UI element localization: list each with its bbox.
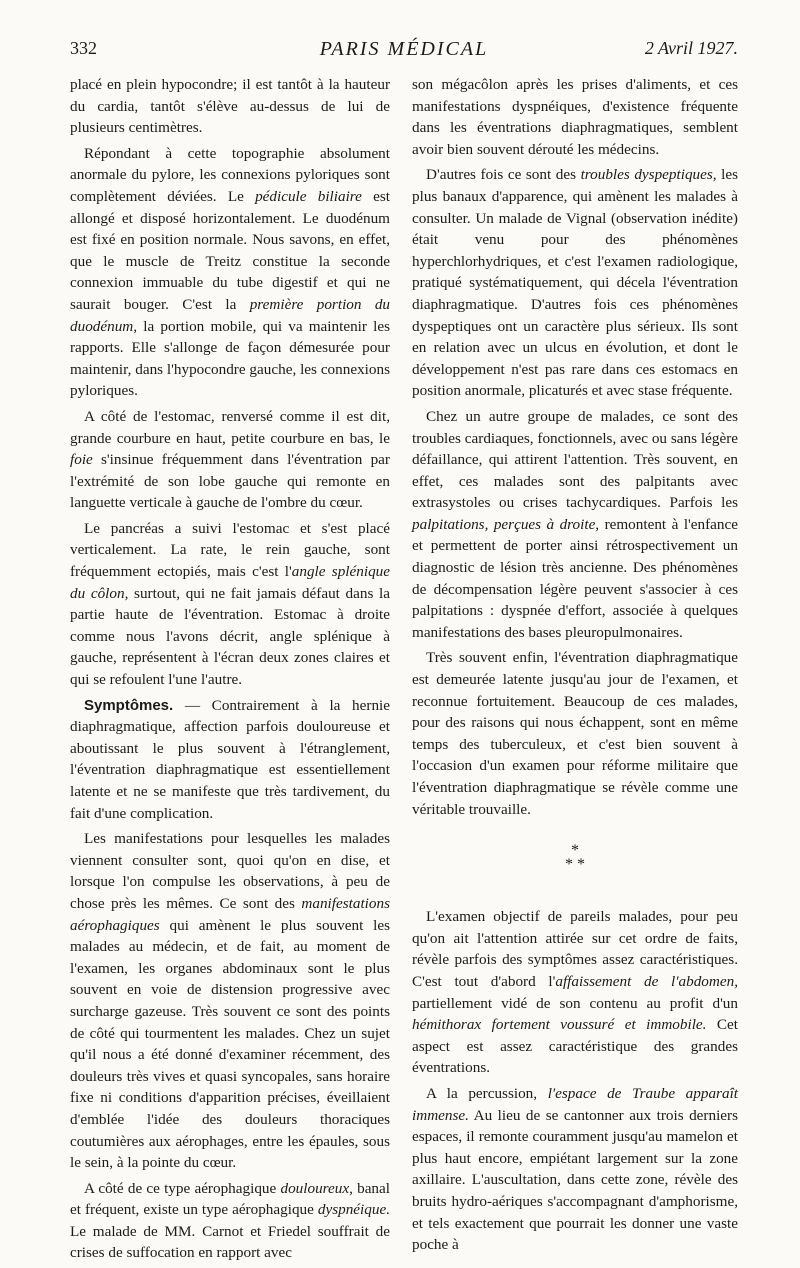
section-heading: Symptômes.	[84, 696, 174, 714]
paragraph: Chez un autre groupe de malades, ce sont des troubles cardiaques, fonctionnels, avec ou sans légère défaillance, qui attirent l'attention. Très souvent, en effet, ces malades sont des palpitants avec extrasystoles ou crises tachycardiques. Parfois les palpitations, perçues à droite, remontent à l'enfance et permettent de porter ainsi rétrospectivement un diagnostic de lésion très ancienne. Des phénomènes de décompensation légère peuvent s'associer à ces palpitations : dyspnée d'effort, associée à quelques manifestations des bases pleuropulmonaires.	[412, 407, 738, 641]
paragraph: placé en plein hypocondre; il est tantôt à la hauteur du cardia, tantôt s'élève au-dessus de lui de plusieurs centimètres.	[70, 76, 390, 137]
issue-date: 2 Avril 1927.	[644, 38, 738, 58]
running-header	[70, 38, 738, 66]
paragraph: Les manifestations pour lesquelles les malades viennent consulter sont, quoi qu'on en dise, et lorsque l'on compulse les observations, à peu de chose près les mêmes. Ce sont des manifestations aérophagiques qui amènent le plus souvent les malades au médecin, et de fait, au moment de l'examen, les organes abdominaux sont le plus souvent en voie de distension progressive avec surcharge gazeuse. Très souvent ce sont des points de côté qui tourmentent les malades. Chez un sujet qu'il nous a été donné d'examiner récemment, des douleurs très vives et quasi syncopales, sans horaire fixe ni conditions d'apparition précises, éveillaient d'emblée l'idée des douleurs thoraciques coutumières aux aérophages, entre les épaules, sous le sein, à la pointe du cœur.	[70, 830, 390, 1172]
paragraph: Le pancréas a suivi l'estomac et s'est placé verticalement. La rate, le rein gauche, sont fréquemment ectopiés, mais c'est l'angle splénique du côlon, surtout, qui ne fait jamais défaut dans la partie haute de l'éventration. Estomac à droite comme nous l'avons décrit, angle splénique à gauche, représentent à l'écran deux zones claires et qui se refoulent l'une l'autre.	[70, 519, 391, 689]
section-separator-asterism: * * *	[565, 842, 585, 874]
paragraph: A la percussion, l'espace de Traube apparaît immense. Au lieu de se cantonner aux trois derniers espaces, il remonte couramment jusqu'au mamelon et plus haut encore, empiétant largement sur la zone axillaire. L'auscultation, dans cette zone, révèle des bruits hydro-aériques s'accompagnant d'amphorisme, et tels exactement que pourrait les donner une vaste poche à	[412, 1084, 739, 1254]
left-column	[70, 74, 390, 1268]
paragraph: D'autres fois ce sont des troubles dyspeptiques, les plus banaux d'apparence, qui amènent les malades à consulter. Un malade de Vignal (observation inédite) était venu pour des phénomènes hyperchlorhydriques, et c'est l'examen radiologique, pratiqué systématiquement, qui décela l'éventration diaphragmatique. D'autres fois ces phénomènes dyspeptiques ont un caractère plus sérieux. Ils sont en relation avec un ulcus en évolution, et dont le développement n'est pas rare dans ces estomacs en position anormale, plicaturés et avec stase fréquente.	[412, 166, 739, 400]
paragraph: Répondant à cette topographie absolument anormale du pylore, les connexions pyloriques sont complètement déviées. Le pédicule biliaire est allongé et disposé horizontalement. Le duodénum est fixé en position normale. Nous savons, en effet, que le muscle de Treitz constitue la seconde connexion immuable du tube digestif et qui ne saurait bouger. C'est la première portion du duodénum, la portion mobile, qui va maintenir les rapports. Elle s'allonge de façon démesurée pour maintenir, dans l'hypocondre gauche, les connexions pyloriques.	[70, 144, 391, 400]
page-number: 332	[70, 38, 97, 58]
paragraph: Très souvent enfin, l'éventration diaphragmatique est demeurée latente jusqu'au jour de l'examen, et reconnue fortuitement. Beaucoup de ces malades, pour des raisons qui nous échappent, sont en même temps des tuberculeux, et c'est bien souvent à l'occasion d'un examen pour réforme militaire que l'éventration diaphragmatique se révèle comme une véritable trouvaille.	[412, 649, 738, 818]
right-column	[412, 74, 738, 1260]
section-paragraph-symptomes: Symptômes. — Contrairement à la hernie diaphragmatique, affection parfois douloureuse et aboutissant le plus souvent à l'étranglement, l'éventration diaphragmatique est essentiellement latente et ne se manifeste que très tardivement, du fait d'une complication.	[70, 696, 390, 822]
paragraph: A côté de l'estomac, renversé comme il est dit, grande courbure en haut, petite courbure en bas, le foie s'insinue fréquemment dans l'éventration par l'extrémité de son lobe gauche qui remonte en languette verticale à gauche de l'ombre du cœur.	[70, 407, 390, 512]
paragraph: son mégacôlon après les prises d'aliments, et ces manifestations dyspnéiques, d'existence fréquente dans les éventrations diaphragmatiques, semblent avoir bien souvent dérouté les médecins.	[412, 76, 738, 158]
paragraph: L'examen objectif de pareils malades, pour peu qu'on ait l'attention attirée sur cet ordre de faits, révèle parfois des symptômes assez caractéristiques. C'est tout d'abord l'affaissement de l'abdomen, partiellement vidé de son contenu au profit d'un hémithorax fortement voussuré et immobile. Cet aspect est assez caractéristique des grandes éventrations.	[412, 908, 739, 1077]
journal-title: PARIS MÉDICAL	[319, 38, 489, 60]
paragraph: A côté de ce type aérophagique douloureux, banal et fréquent, existe un type aérophagique dyspnéique. Le malade de MM. Carnot et Friedel souffrait de crises de suffocation en rapport avec	[70, 1179, 390, 1262]
